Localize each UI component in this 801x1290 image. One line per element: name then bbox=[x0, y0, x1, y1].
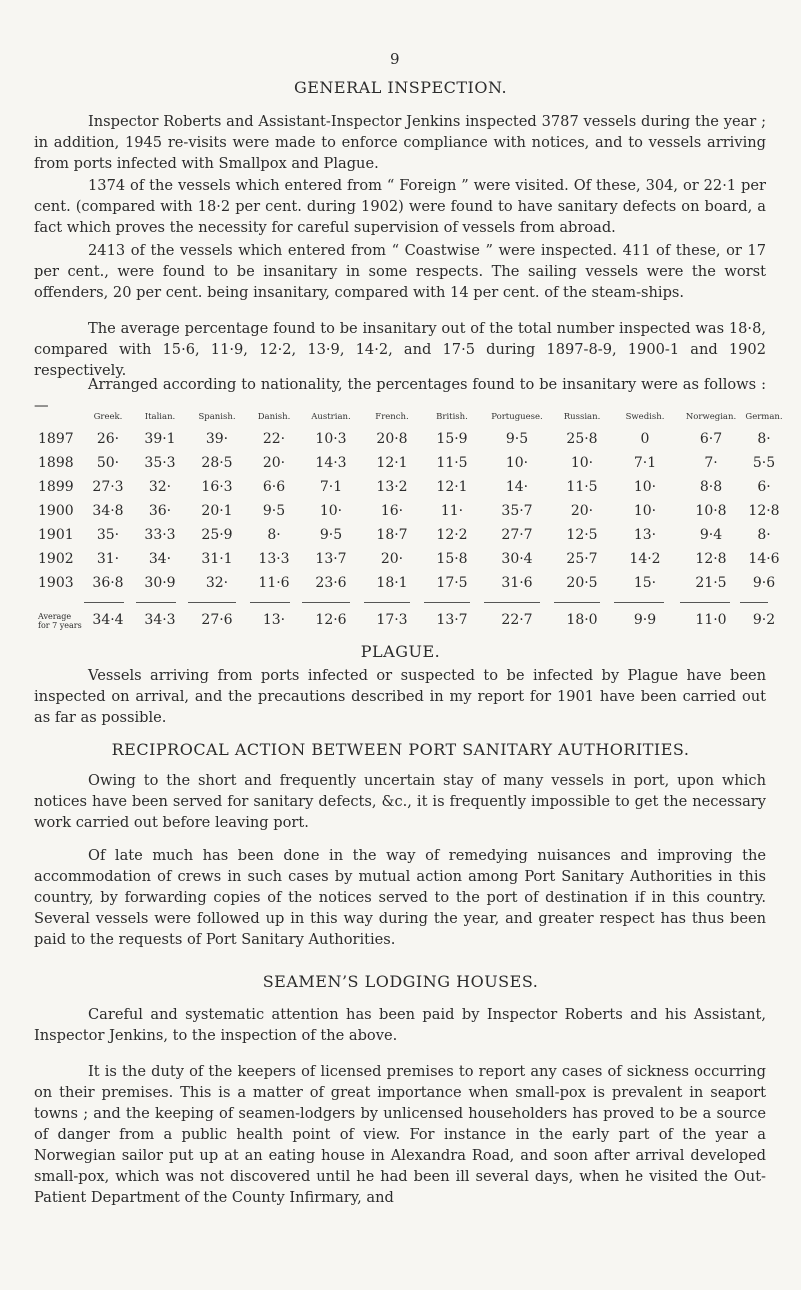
cell: 14·6 bbox=[748, 551, 780, 567]
cell: 18·1 bbox=[376, 575, 408, 591]
cell: 35·3 bbox=[144, 455, 176, 471]
cell: 35·7 bbox=[501, 503, 533, 519]
cell: 8· bbox=[757, 527, 771, 543]
paragraph-foreign: 1374 of the vessels which entered from “ Foreign ” were visited. Of these, 304, or 22·1 per cent. (compared with 18·2 per cent. during 1902) were found to have sanitary defects on board, a fact which proves the necessity for careful supervision of vessels from abroad. bbox=[34, 177, 766, 236]
cell: 27·6 bbox=[201, 612, 233, 628]
paragraph-average: The average percentage found to be insanitary out of the total number inspected was 18·8, compared with 15·6, 11·9, 12·2, 13·9, 14·2, and 17·5 during 1897-8-9, 1900-1 and 1902 respectively. bbox=[34, 320, 766, 379]
cell: 10· bbox=[633, 503, 657, 519]
row-year: 1898 bbox=[38, 455, 74, 471]
heading-seamens-lodging-houses: SEAMEN’S LODGING HOUSES. bbox=[262, 972, 539, 991]
paragraph-plague: Vessels arriving from ports infected or suspected to be infected by Plague have been inspected on arrival, and the precautions described in my report for 1901 have been carried out as far as possible. bbox=[34, 667, 766, 726]
col-header: Portuguese. bbox=[491, 412, 543, 422]
cell: 12·8 bbox=[695, 551, 727, 567]
cell: 27·3 bbox=[92, 479, 124, 495]
heading-reciprocal-action: RECIPROCAL ACTION BETWEEN PORT SANITARY AUTHORITIES. bbox=[111, 740, 690, 759]
cell: 23·6 bbox=[315, 575, 347, 591]
cell: 36· bbox=[148, 503, 172, 519]
cell: 26· bbox=[96, 431, 120, 447]
cell: 0 bbox=[640, 431, 650, 447]
table-row bbox=[38, 431, 771, 447]
cell: 12·1 bbox=[436, 479, 468, 495]
cell: 10· bbox=[505, 455, 529, 471]
paragraph-coastwise: 2413 of the vessels which entered from “ Coastwise ” were inspected. 411 of these, or 17 per cent., were found to be insanitary in some respects. The sailing vessels were the worst offenders, 20 per cent. being insanitary, compared with 14 per cent. of the steam-ships. bbox=[34, 242, 766, 301]
cell: 13·2 bbox=[376, 479, 408, 495]
cell: 17·3 bbox=[376, 612, 408, 628]
cell: 50· bbox=[96, 455, 120, 471]
cell: 13· bbox=[262, 612, 286, 628]
row-year: 1901 bbox=[38, 527, 74, 543]
cell: 8· bbox=[757, 431, 771, 447]
row-year: 1899 bbox=[38, 479, 74, 495]
heading-general-inspection: GENERAL INSPECTION. bbox=[293, 78, 508, 97]
cell: 7·1 bbox=[633, 455, 657, 471]
cell: 20·5 bbox=[566, 575, 598, 591]
cell: 12·8 bbox=[748, 503, 780, 519]
cell: 34·8 bbox=[92, 503, 124, 519]
cell: 16· bbox=[380, 503, 404, 519]
paragraph-seamen-2: It is the duty of the keepers of licensed premises to report any cases of sickness occurring on their premises. This is a matter of great importance when small-pox is prevalent in seaport towns ; and the keeping of seamen-lodgers by unlicensed householders has proved to be a source of danger from a public health point of view. For instance in the early part of the year a Norwegian sailor put up at an eating house in Alexandra Road, and soon after arrival developed small-pox, which was not discovered until he had been ill several days, when he visited the Out-Patient Department of the County Infirmary, and bbox=[34, 1063, 766, 1206]
table-row bbox=[38, 455, 776, 471]
cell: 9·6 bbox=[752, 575, 776, 591]
cell: 25·8 bbox=[566, 431, 598, 447]
cell: 16·3 bbox=[201, 479, 233, 495]
cell: 34·3 bbox=[144, 612, 176, 628]
paragraph-nationality-intro: Arranged according to nationality, the percentages found to be insanitary were as follows :— bbox=[34, 376, 766, 414]
table-row bbox=[38, 551, 780, 567]
cell: 9·5 bbox=[319, 527, 343, 543]
cell: 7·1 bbox=[319, 479, 343, 495]
cell: 27·7 bbox=[501, 527, 533, 543]
cell: 30·4 bbox=[501, 551, 533, 567]
cell: 6· bbox=[757, 479, 771, 495]
cell: 7· bbox=[704, 455, 718, 471]
table-row bbox=[38, 527, 771, 543]
row-year: 1903 bbox=[38, 575, 74, 591]
cell: 14·3 bbox=[315, 455, 347, 471]
cell: 13· bbox=[633, 527, 657, 543]
cell: 10·8 bbox=[695, 503, 727, 519]
cell: 33·3 bbox=[144, 527, 176, 543]
cell: 13·7 bbox=[436, 612, 468, 628]
cell: 22· bbox=[262, 431, 286, 447]
table-row bbox=[38, 503, 780, 519]
cell: 32· bbox=[205, 575, 229, 591]
cell: 35· bbox=[96, 527, 120, 543]
paragraph-reciprocal-2: Of late much has been done in the way of remedying nuisances and improving the accommodation of crews in such cases by mutual action among Port Sanitary Authorities in this country, by forwarding copies of the notices served to the port of destination if in this country. Several vessels were followed up in this way during the year, and greater respect has thus been paid to the requests of Port Sanitary Authorities. bbox=[34, 847, 766, 948]
cell: 14· bbox=[505, 479, 529, 495]
cell: 21·5 bbox=[695, 575, 727, 591]
cell: 31· bbox=[96, 551, 120, 567]
cell: 11· bbox=[440, 503, 464, 519]
cell: 31·1 bbox=[201, 551, 233, 567]
row-year: 1900 bbox=[38, 503, 74, 519]
table-header-row bbox=[38, 412, 783, 422]
heading-plague: PLAGUE. bbox=[360, 642, 441, 661]
cell: 20· bbox=[262, 455, 286, 471]
cell: 25·9 bbox=[201, 527, 233, 543]
cell: 12·2 bbox=[436, 527, 468, 543]
cell: 31·6 bbox=[501, 575, 533, 591]
cell: 17·5 bbox=[436, 575, 468, 591]
cell: 10· bbox=[633, 479, 657, 495]
col-header: Spanish. bbox=[198, 412, 236, 422]
table-rule bbox=[38, 602, 768, 603]
cell: 11·5 bbox=[436, 455, 468, 471]
cell: 15·8 bbox=[436, 551, 468, 567]
cell: 9·9 bbox=[633, 612, 657, 628]
col-header: Italian. bbox=[144, 412, 176, 422]
cell: 8· bbox=[267, 527, 281, 543]
paragraph-seamen-1: Careful and systematic attention has been paid by Inspector Roberts and his Assistant, Inspector Jenkins, to the inspection of the above. bbox=[34, 1006, 766, 1044]
table-average-row bbox=[38, 612, 776, 630]
cell: 20· bbox=[380, 551, 404, 567]
cell: 32· bbox=[148, 479, 172, 495]
cell: 9·5 bbox=[505, 431, 529, 447]
table-row bbox=[38, 575, 776, 591]
cell: 22·7 bbox=[501, 612, 533, 628]
cell: 5·5 bbox=[752, 455, 776, 471]
average-label-line2: for 7 years bbox=[38, 621, 82, 630]
col-header: Russian. bbox=[563, 412, 601, 422]
cell: 36·8 bbox=[92, 575, 124, 591]
cell: 10·3 bbox=[315, 431, 347, 447]
col-header: French. bbox=[375, 412, 409, 422]
paragraph-reciprocal-1: Owing to the short and frequently uncertain stay of many vessels in port, upon which notices have been served for sanitary defects, &c., it is frequently impossible to get the necessary work carried out before leaving port. bbox=[34, 772, 766, 831]
page-number: 9 bbox=[390, 50, 400, 68]
cell: 9·4 bbox=[699, 527, 723, 543]
cell: 11·6 bbox=[258, 575, 290, 591]
cell: 25·7 bbox=[566, 551, 598, 567]
cell: 9·5 bbox=[262, 503, 286, 519]
paragraph-inspections: Inspector Roberts and Assistant-Inspector Jenkins inspected 3787 vessels during the year ; in addition, 1945 re-visits were made to enforce compliance with notices, and to vessels arriving from ports infected with Smallpox and Plague. bbox=[34, 113, 766, 172]
col-header: German. bbox=[745, 412, 783, 422]
cell: 13·7 bbox=[315, 551, 347, 567]
cell: 15·9 bbox=[436, 431, 468, 447]
cell: 10· bbox=[570, 455, 594, 471]
average-label bbox=[38, 612, 82, 630]
cell: 14·2 bbox=[629, 551, 661, 567]
cell: 34·4 bbox=[92, 612, 124, 628]
cell: 6·6 bbox=[262, 479, 286, 495]
cell: 12·6 bbox=[315, 612, 347, 628]
cell: 18·7 bbox=[376, 527, 408, 543]
cell: 12·5 bbox=[566, 527, 598, 543]
cell: 11·0 bbox=[695, 612, 727, 628]
cell: 13·3 bbox=[258, 551, 290, 567]
cell: 28·5 bbox=[201, 455, 233, 471]
cell: 39· bbox=[205, 431, 229, 447]
cell: 11·5 bbox=[566, 479, 598, 495]
cell: 20·1 bbox=[201, 503, 233, 519]
cell: 6·7 bbox=[699, 431, 723, 447]
cell: 20· bbox=[570, 503, 594, 519]
row-year: 1897 bbox=[38, 431, 74, 447]
col-header: Danish. bbox=[257, 412, 291, 422]
cell: 8·8 bbox=[699, 479, 723, 495]
cell: 15· bbox=[633, 575, 657, 591]
row-year: 1902 bbox=[38, 551, 74, 567]
cell: 30·9 bbox=[144, 575, 176, 591]
cell: 20·8 bbox=[376, 431, 408, 447]
average-label-line1: Average bbox=[38, 612, 72, 621]
table-row bbox=[38, 479, 771, 495]
col-header: Swedish. bbox=[625, 412, 665, 422]
cell: 18·0 bbox=[566, 612, 598, 628]
cell: 10· bbox=[319, 503, 343, 519]
cell: 34· bbox=[148, 551, 172, 567]
cell: 39·1 bbox=[144, 431, 176, 447]
cell: 12·1 bbox=[376, 455, 408, 471]
col-header: Greek. bbox=[93, 412, 123, 422]
col-header: Norwegian. bbox=[685, 412, 737, 422]
col-header: British. bbox=[436, 412, 468, 422]
col-header: Austrian. bbox=[311, 412, 351, 422]
cell: 9·2 bbox=[752, 612, 776, 628]
